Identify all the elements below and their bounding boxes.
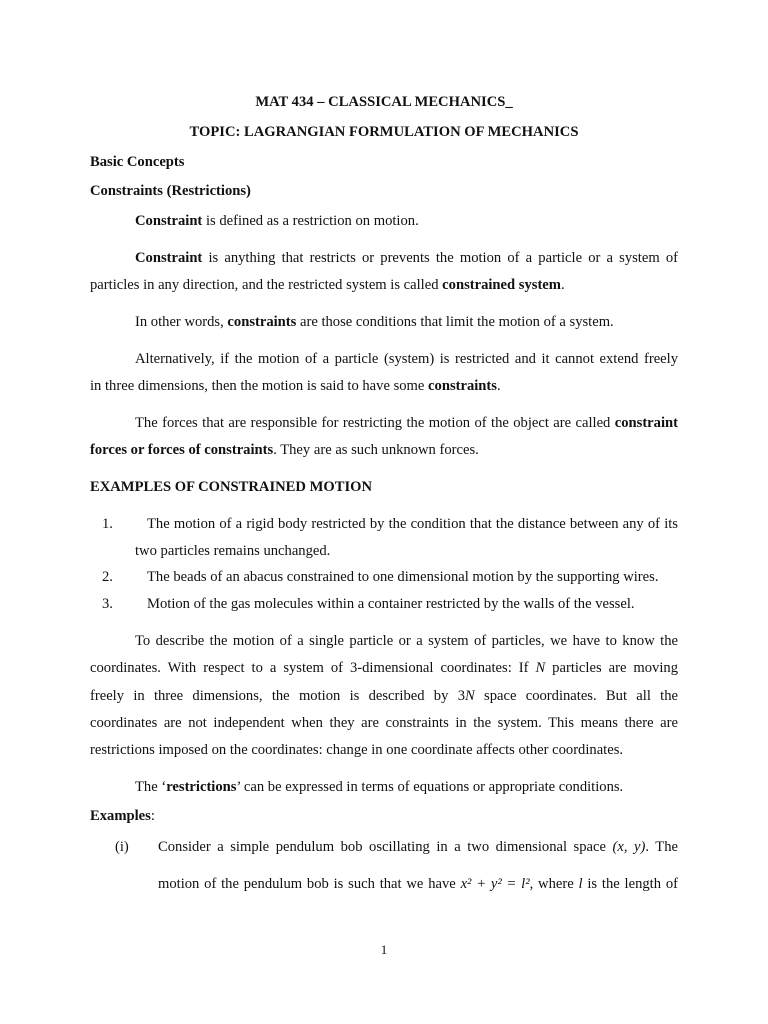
paragraph-6-line-5: restrictions imposed on the coordinates: change in one coordinate affects other coordinates. bbox=[90, 742, 624, 758]
text-run: is the length of bbox=[582, 876, 678, 892]
math-variable: l bbox=[578, 876, 583, 892]
bold-term: constraint bbox=[614, 415, 678, 431]
text-run: is defined as a restriction on motion. bbox=[202, 213, 419, 229]
text-run: The forces that are responsible for restricting the motion of the object are called bbox=[135, 415, 615, 431]
text-run: particles are moving bbox=[545, 660, 678, 676]
page-number: 1 bbox=[380, 942, 388, 957]
list-number: 1. bbox=[102, 516, 113, 532]
text-run: , where bbox=[529, 876, 579, 892]
paragraph-2-line-1 bbox=[135, 248, 678, 268]
example-1-line-2 bbox=[158, 874, 678, 894]
text-run: . bbox=[560, 277, 565, 293]
paragraph-2-line-2 bbox=[90, 275, 678, 295]
heading-examples: EXAMPLES OF CONSTRAINED MOTION bbox=[90, 479, 373, 495]
bold-term: constraints bbox=[227, 314, 297, 330]
paragraph-4-line-2 bbox=[90, 376, 678, 396]
list-text: The motion of a rigid body restricted by the condition that the distance between any of its bbox=[147, 516, 678, 532]
paragraph-7 bbox=[135, 777, 678, 797]
bold-term: constraints bbox=[428, 378, 497, 394]
paragraph-5-line-2 bbox=[90, 440, 678, 460]
paragraph-4-line-1: Alternatively, if the motion of a particle (system) is restricted and it cannot extend freely bbox=[135, 351, 678, 367]
examples-label: Examples bbox=[90, 808, 151, 824]
heading-constraints: Constraints (Restrictions) bbox=[90, 183, 251, 199]
paragraph-5-line-1 bbox=[135, 413, 678, 433]
text-run: in three dimensions, then the motion is said to have some bbox=[90, 378, 429, 394]
text-run: The ‘ bbox=[135, 779, 167, 795]
math-variable: N bbox=[535, 660, 546, 676]
list-item bbox=[102, 594, 678, 614]
text-run: space coordinates. But all the bbox=[474, 688, 679, 704]
text-run: . bbox=[496, 378, 501, 394]
text-run: freely in three dimensions, the motion is described by 3 bbox=[90, 688, 465, 704]
text-run: particles in any direction, and the restricted system is called bbox=[90, 277, 443, 293]
math-equation: x² + y² = l² bbox=[460, 876, 530, 892]
text-run: are those conditions that limit the motion of a system. bbox=[296, 314, 614, 330]
bold-term: constrained system bbox=[442, 277, 561, 293]
text-run: Consider a simple pendulum bob oscillating in a two dimensional space bbox=[158, 839, 613, 855]
list-text: The beads of an abacus constrained to one dimensional motion by the supporting wires. bbox=[147, 569, 659, 585]
topic-title: TOPIC: LAGRANGIAN FORMULATION OF MECHANICS bbox=[189, 124, 579, 140]
paragraph-3 bbox=[135, 312, 678, 332]
course-title: MAT 434 – CLASSICAL MECHANICS_ bbox=[255, 94, 513, 110]
example-1-line-1 bbox=[158, 837, 678, 857]
text-run: motion of the pendulum bob is such that we have bbox=[158, 876, 461, 892]
bold-term: Constraint bbox=[135, 213, 203, 229]
paragraph-1 bbox=[135, 211, 678, 231]
list-item-continuation: two particles remains unchanged. bbox=[135, 543, 331, 559]
bold-term: restrictions bbox=[166, 779, 237, 795]
list-item bbox=[102, 514, 678, 534]
examples-label-line bbox=[90, 806, 678, 826]
text-run: is anything that restricts or prevents the motion of a particle or a system of bbox=[202, 250, 678, 266]
paragraph-6-line-1: To describe the motion of a single particle or a system of particles, we have to know the bbox=[135, 633, 678, 649]
paragraph-6-line-2 bbox=[90, 658, 678, 678]
paragraph-6-line-3 bbox=[90, 686, 678, 706]
bold-term: Constraint bbox=[135, 250, 203, 266]
text-run: ’ can be expressed in terms of equations or appropriate conditions. bbox=[236, 779, 624, 795]
paragraph-6-line-4: coordinates are not independent when they are constraints in the system. This means there are bbox=[90, 715, 678, 731]
list-number: 2. bbox=[102, 569, 113, 585]
text-run: coordinates. With respect to a system of 3-dimensional coordinates: If bbox=[90, 660, 536, 676]
math-coordinates: (x, y) bbox=[612, 839, 646, 855]
list-number: 3. bbox=[102, 596, 113, 612]
bold-term: forces or forces of constraints bbox=[90, 442, 274, 458]
text-run: . The bbox=[645, 839, 678, 855]
text-run: . They are as such unknown forces. bbox=[273, 442, 479, 458]
text-run: In other words, bbox=[135, 314, 228, 330]
text-run: : bbox=[150, 808, 155, 824]
heading-basic-concepts: Basic Concepts bbox=[90, 154, 185, 170]
example-number: (i) bbox=[115, 839, 129, 855]
math-variable: N bbox=[465, 688, 475, 704]
list-item bbox=[102, 567, 678, 587]
list-text: Motion of the gas molecules within a container restricted by the walls of the vessel. bbox=[147, 596, 635, 612]
